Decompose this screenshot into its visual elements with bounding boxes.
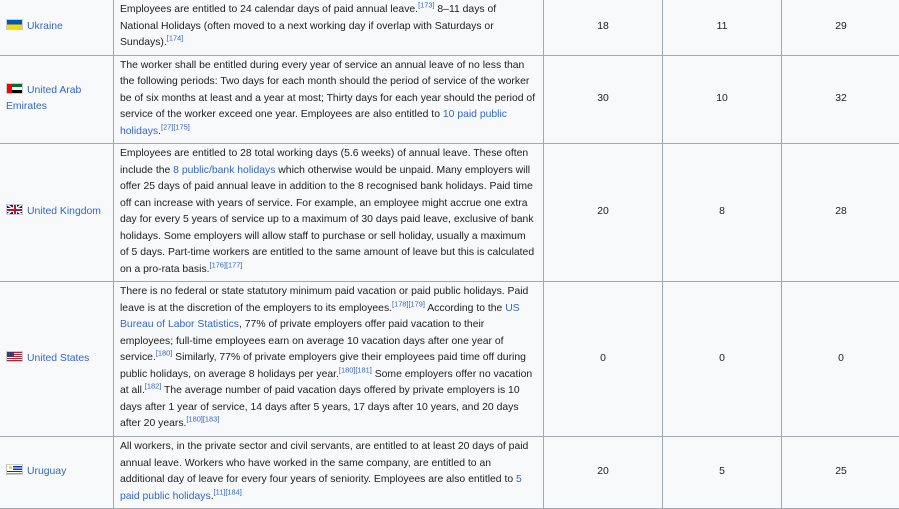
description-text: All workers, in the private sector and civil servants, are entitled to at least 20 days of paid annual leave. Workers who have worked in the same company, are entitled to an additional day of leave for every four years of seniority. Employees are also entitled to [120, 441, 528, 485]
description-text: . [211, 491, 214, 502]
citation-link[interactable]: [181] [355, 365, 371, 374]
description-cell [114, 144, 544, 282]
citation-link[interactable]: [27] [161, 122, 173, 131]
table-row [0, 282, 899, 437]
country-cell [0, 0, 114, 55]
uk-flag-icon [6, 204, 23, 215]
paid-vacation-cell: 20 [544, 144, 663, 282]
country-cell [0, 55, 114, 144]
total-leave-cell: 29 [782, 0, 899, 55]
us-flag-icon [6, 351, 23, 362]
description-text: Some employers offer no vacation at all. [120, 369, 532, 397]
citation-link[interactable]: [174] [167, 34, 183, 43]
description-text: The worker shall be entitled during every year of service an annual leave of no less than the following periods: Two days for each month should the period of service of the worker be of six months at least and a year at most; Thirty days for each year should the period of service of the worker exceed one year. Employees are also entitled to [120, 60, 535, 121]
paid-holidays-cell: 8 [663, 144, 782, 282]
citation-link[interactable]: [183] [203, 415, 219, 424]
description-text: Similarly, 77% of private employers give their employees paid time off during public holidays, on average 8 holidays per year. [120, 352, 526, 380]
paid-vacation-cell: 20 [544, 437, 663, 509]
total-leave-cell: 0 [782, 282, 899, 437]
country-link[interactable]: United Kingdom [27, 206, 101, 217]
description-text: Employees are entitled to 24 calendar days of paid annual leave. [120, 4, 418, 15]
paid-vacation-cell: 30 [544, 55, 663, 144]
country-cell [0, 437, 114, 509]
inline-link[interactable]: 5 paid public holidays [120, 474, 522, 502]
description-text: . [158, 126, 161, 137]
description-text: 8–11 days of National Holidays (often moved to a next working day if overlap with Saturdays or Sundays). [120, 4, 496, 48]
description-cell [114, 437, 544, 509]
citation-link[interactable]: [173] [418, 1, 434, 10]
citation-link[interactable]: [180] [156, 349, 172, 358]
citation-link[interactable]: [175] [173, 122, 189, 131]
description-cell [114, 55, 544, 144]
citation-link[interactable]: [11] [214, 487, 226, 496]
country-link[interactable]: United Arab Emirates [6, 85, 81, 113]
table-row [0, 144, 899, 282]
citation-link[interactable]: [180] [186, 415, 202, 424]
uae-flag-icon [6, 83, 23, 94]
country-cell [0, 144, 114, 282]
country-link[interactable]: United States [27, 353, 89, 364]
paid-vacation-cell: 18 [544, 0, 663, 55]
citation-link[interactable]: [179] [408, 299, 424, 308]
inline-link[interactable]: 8 public/bank holidays [173, 165, 275, 176]
description-text: which otherwise would be unpaid. Many employers will offer 25 days of paid annual leave in addition to the 8 recognised bank holidays. Paid time off can increase with years of service. For example, an employee might accrue one extra day for every 5 years of service up to a maximum of 30 days paid leave, exclusive of bank holidays. Some employers will allow staff to purchase or sell holiday, usually a maximum of 5 days. Part-time workers are entitled to the same amount of leave but this is calculated on a pro-rata basis. [120, 165, 534, 275]
country-cell [0, 282, 114, 437]
citation-link[interactable]: [184] [225, 487, 241, 496]
citation-link[interactable]: [178] [392, 299, 408, 308]
citation-link[interactable]: [176] [210, 260, 226, 269]
paid-vacation-cell: 0 [544, 282, 663, 437]
total-leave-cell: 32 [782, 55, 899, 144]
country-link[interactable]: Uruguay [27, 466, 66, 477]
total-leave-cell: 28 [782, 144, 899, 282]
citation-link[interactable]: [182] [145, 382, 161, 391]
description-cell [114, 0, 544, 55]
description-text: According to the [425, 303, 505, 314]
description-text: Employees are entitled to 28 total working days (5.6 weeks) of annual leave. These often include the [120, 148, 528, 176]
paid-holidays-cell: 11 [663, 0, 782, 55]
total-leave-cell: 25 [782, 437, 899, 509]
paid-holidays-cell: 5 [663, 437, 782, 509]
description-text: There is no federal or state statutory minimum paid vacation or paid public holidays. Paid leave is at the discretion of the employers to its employees. [120, 286, 528, 314]
table-row [0, 55, 899, 144]
uruguay-flag-icon [6, 464, 23, 475]
description-text: , 77% of private employers offer paid vacation to their employees; full-time employees earn on average 10 vacation days after one year of service. [120, 319, 504, 363]
table-row [0, 0, 899, 55]
paid-holidays-cell: 0 [663, 282, 782, 437]
citation-link[interactable]: [177] [226, 260, 242, 269]
country-link[interactable]: Ukraine [27, 21, 63, 32]
ukraine-flag-icon [6, 19, 23, 30]
citation-link[interactable]: [180] [339, 365, 355, 374]
description-cell [114, 282, 544, 437]
inline-link[interactable]: US Bureau of Labor Statistics [120, 303, 520, 331]
paid-holidays-cell: 10 [663, 55, 782, 144]
description-text: The average number of paid vacation days offered by private employers is 10 days after 1 year of service, 14 days after 5 years, 17 days after 10 years, and 20 days after 20 years. [120, 385, 520, 429]
table-row [0, 437, 899, 509]
inline-link[interactable]: 10 paid public holidays [120, 109, 507, 137]
